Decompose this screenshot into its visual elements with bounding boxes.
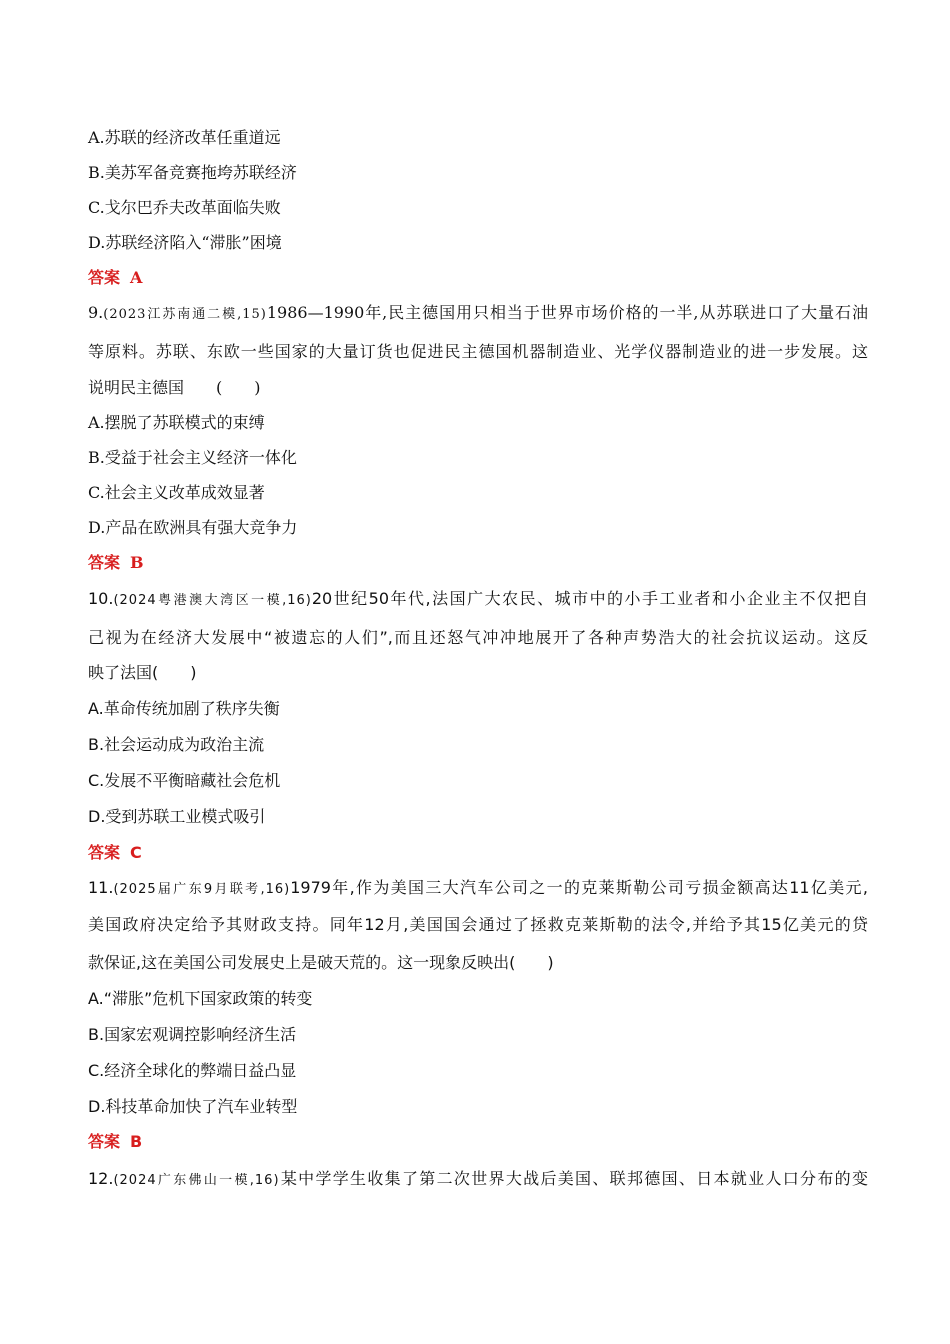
answer-label: 答案 — [88, 553, 121, 572]
q8-option-d: D.苏联经济陷入“滞胀”困境 — [88, 233, 282, 252]
q10-option-b: B.社会运动成为政治主流 — [88, 735, 265, 754]
q10-option-d: D.受到苏联工业模式吸引 — [88, 807, 266, 826]
answer-label: 答案 — [88, 843, 121, 862]
answer-label: 答案 — [88, 1132, 121, 1151]
q11-answer — [88, 1132, 868, 1152]
q9-stem-line-1 — [88, 303, 868, 325]
q11-option-c: C.经济全球化的弊端日益凸显 — [88, 1061, 297, 1080]
answer-value: C — [130, 843, 142, 862]
q8-option-b: B.美苏军备竞赛拖垮苏联经济 — [88, 163, 297, 182]
q9-stem-line-2: 等原料。苏联、东欧一些国家的大量订货也促进民主德国机器制造业、光学仪器制造业的进一步发展。这 — [88, 342, 868, 361]
answer-value: A — [130, 268, 143, 287]
q8-option-a: A.苏联的经济改革任重道远 — [88, 128, 281, 147]
q9-stem-line-3: 说明民主德国 ( ) — [88, 378, 261, 397]
q10-stem-line-3: 映了法国( ) — [88, 663, 197, 682]
question-source: (2025届广东9月联考,16) — [113, 882, 291, 897]
question-number: 9. — [88, 303, 104, 322]
q8-answer — [88, 268, 868, 288]
q9-answer — [88, 553, 868, 573]
question-stem: 某中学学生收集了第二次世界大战后美国、联邦德国、日本就业人口分布的变 — [279, 1169, 868, 1188]
q10-stem-line-1 — [88, 589, 868, 611]
q10-option-a: A.革命传统加剧了秩序失衡 — [88, 699, 280, 718]
q9-option-c: C.社会主义改革成效显著 — [88, 483, 265, 502]
q9-option-d: D.产品在欧洲具有强大竞争力 — [88, 518, 298, 537]
question-source: (2024广东佛山一模,16) — [113, 1173, 280, 1188]
q9-option-b: B.受益于社会主义经济一体化 — [88, 448, 297, 467]
question-number: 11. — [88, 878, 114, 897]
q10-answer — [88, 843, 868, 863]
question-number: 12. — [88, 1169, 114, 1188]
answer-label: 答案 — [88, 268, 121, 287]
q12-stem-line-1 — [88, 1169, 868, 1191]
q11-stem-line-1 — [88, 878, 868, 900]
answer-value: B — [130, 1132, 143, 1151]
q10-option-c: C.发展不平衡暗藏社会危机 — [88, 771, 281, 790]
q8-option-c: C.戈尔巴乔夫改革面临失败 — [88, 198, 281, 217]
q10-stem-line-2: 己视为在经济大发展中“被遗忘的人们”,而且还怒气冲冲地展开了各种声势浩大的社会抗议运动。这反 — [88, 628, 868, 647]
q11-stem-line-2: 美国政府决定给予其财政支持。同年12月,美国国会通过了拯救克莱斯勒的法令,并给予其15亿美元的贷 — [88, 915, 868, 934]
q11-option-b: B.国家宏观调控影响经济生活 — [88, 1025, 297, 1044]
question-source: (2023江苏南通二模,15) — [103, 307, 267, 322]
answer-value: B — [130, 553, 144, 572]
q11-option-d: D.科技革命加快了汽车业转型 — [88, 1097, 298, 1116]
question-number: 10. — [88, 589, 114, 608]
question-stem: 1979年,作为美国三大汽车公司之一的克莱斯勒公司亏损金额高达11亿美元, — [290, 878, 868, 897]
q11-stem-line-3: 款保证,这在美国公司发展史上是破天荒的。这一现象反映出( ) — [88, 953, 554, 972]
question-source: (2024粤港澳大湾区一模,16) — [113, 593, 312, 608]
q9-option-a: A.摆脱了苏联模式的束缚 — [88, 413, 265, 432]
question-stem: 20世纪50年代,法国广大农民、城市中的小手工业者和小企业主不仅把自 — [311, 589, 869, 608]
question-stem: 1986—1990年,民主德国用只相当于世界市场价格的一半,从苏联进口了大量石油 — [266, 303, 868, 322]
q11-option-a: A.“滞胀”危机下国家政策的转变 — [88, 989, 313, 1008]
